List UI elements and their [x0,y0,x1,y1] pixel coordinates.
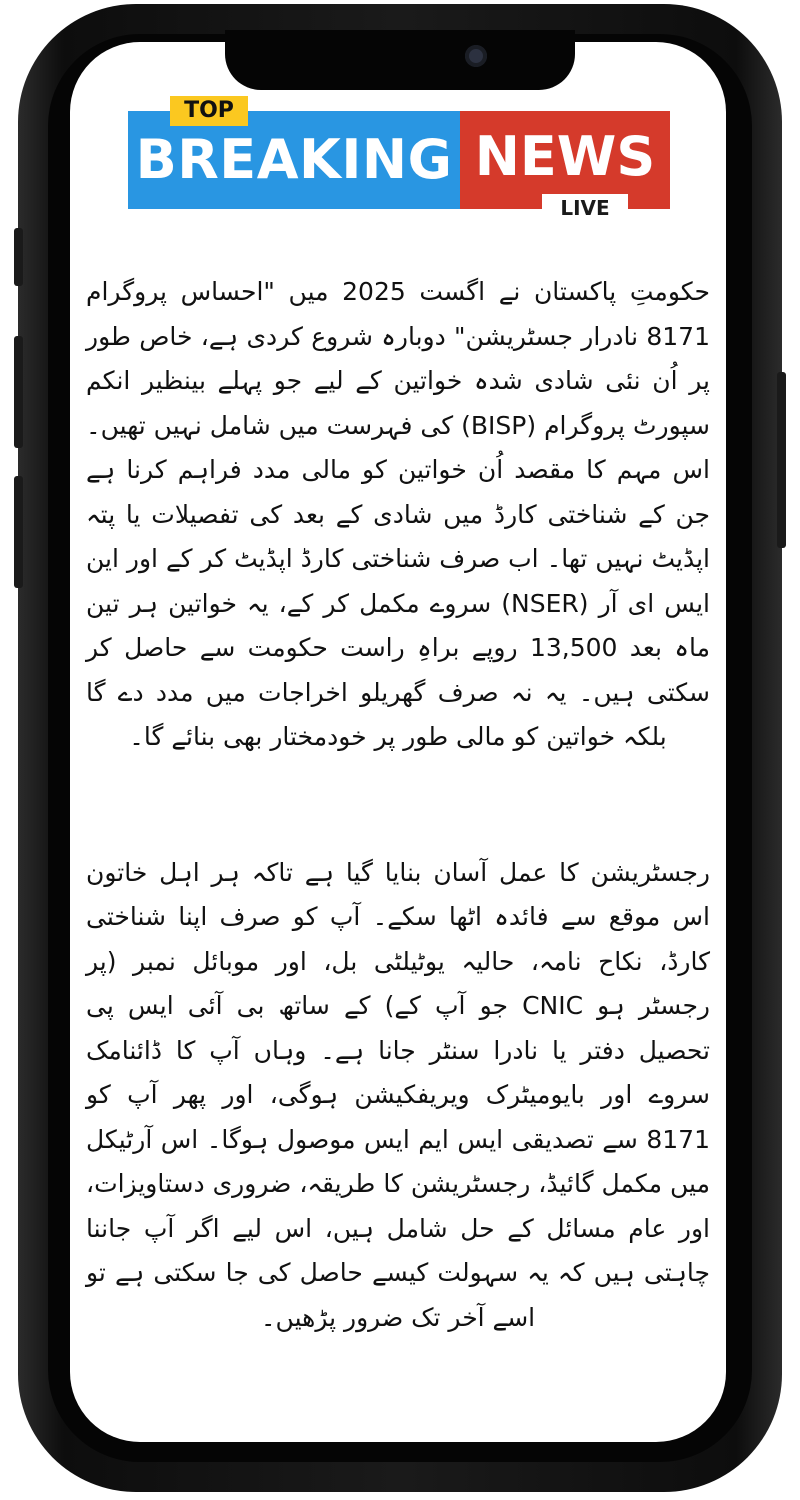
notch [225,30,575,90]
banner-live: LIVE [542,194,628,222]
banner-breaking: BREAKING [128,111,460,209]
article-paragraph-1: حکومتِ پاکستان نے اگست 2025 میں "احساس پروگرام 8171 نادرار جسٹریشن" دوبارہ شروع کردی ہے، خاص طور پر اُن نئی شادی شدہ خواتین کے لیے جو پہلے بینظیر انکم سپورٹ پروگرام (BISP) کی فہرست میں شامل نہیں تھیں۔ اس مہم کا مقصد اُن خواتین کو مالی مدد فراہم کرنا ہے جن کے شناختی کارڈ میں شادی کے بعد کی تفصیلات یا پتہ اپڈیٹ نہیں تھا۔ اب صرف شناختی کارڈ اپڈیٹ کر کے اور این ایس ای آر (NSER) سروے مکمل کر کے، یہ خواتین ہر تین ماہ بعد 13,500 روپے براہِ راست حکومت سے حاصل کر سکتی ہیں۔ یہ نہ صرف گھریلو اخراجات میں مدد دے گا بلکہ خواتین کو مالی طور پر خودمختار بھی بنائے گا۔ [86,277,711,751]
article-body [86,270,710,1340]
breaking-news-banner [128,96,670,222]
volume-down-button [14,476,23,588]
banner-news: NEWS [460,111,670,209]
front-camera-icon [465,45,487,67]
article-paragraph-2: رجسٹریشن کا عمل آسان بنایا گیا ہے تاکہ ہر اہل خاتون اس موقع سے فائدہ اٹھا سکے۔ آپ کو صرف اپنا شناختی کارڈ، نکاح نامہ، حالیہ یوٹیلٹی بل، اور موبائل نمبر (پر رجسٹر ہو CNIC جو آپ کے) کے ساتھ بی آئی ایس پی تحصیل دفتر یا نادرا سنٹر جانا ہے۔ وہاں آپ کا ڈائنامک سروے اور بایومیٹرک ویریفکیشن ہوگی، اور پھر آپ کو 8171 سے تصدیقی ایس ایم ایس موصول ہوگا۔ اس آرٹیکل میں مکمل گائیڈ، رجسٹریشن کا طریقہ، ضروری دستاویزات، اور عام مسائل کے حل شامل ہیں، اس لیے اگر آپ جاننا چاہتی ہیں کہ یہ سہولت کیسے حاصل کی جا سکتی ہے تو اسے آخر تک ضرور پڑھیں۔ [86,857,710,1332]
volume-up-button [14,336,23,448]
mute-switch [14,228,23,286]
power-button [777,372,786,548]
banner-top: TOP [170,96,248,126]
